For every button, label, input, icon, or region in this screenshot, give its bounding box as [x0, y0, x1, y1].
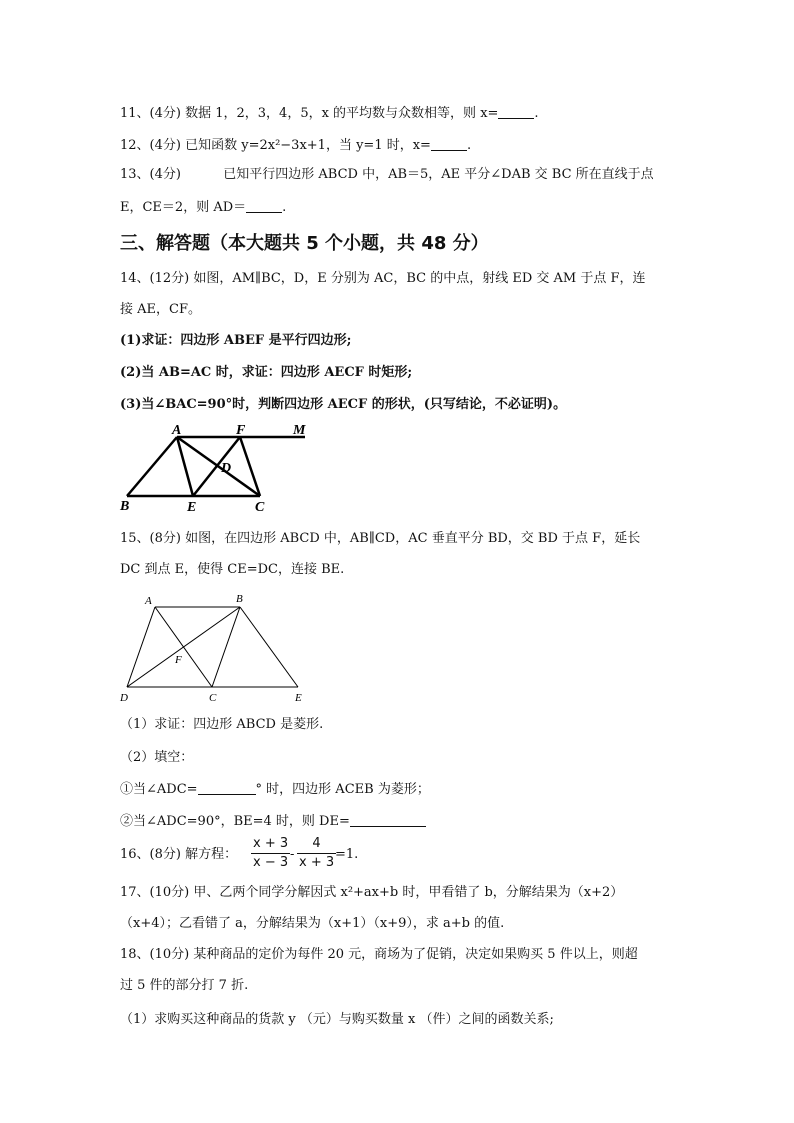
label-A: A	[172, 423, 182, 438]
question-14-part2: (2)当 AB=AC 时，求证：四边形 AECF 时矩形;	[120, 365, 413, 380]
question-12: 12、(4分) 已知函数 y=2x²−3x+1，当 y=1 时，x= .	[120, 138, 472, 153]
answer-blank	[431, 136, 467, 151]
label-F: F	[236, 423, 246, 438]
question-16-label: 16、(8分) 解方程：	[120, 847, 238, 862]
label-C: C	[255, 500, 265, 515]
question-13	[120, 166, 654, 184]
question-number: 13、(4分)	[120, 167, 181, 182]
label-F: F	[175, 654, 182, 666]
question-number: 11、(4分)	[120, 106, 181, 121]
minus-sign: -	[290, 847, 295, 862]
question-number: 12、(4分)	[120, 138, 181, 153]
label-B: B	[236, 593, 243, 605]
answer-blank	[246, 198, 282, 213]
question-18-part1: （1）求购买这种商品的货款 y （元）与购买数量 x （件）之间的函数关系;	[120, 1012, 554, 1027]
question-17-line2: （x+4）；乙看错了 a，分解结果为（x+1）（x+9），求 a+b 的值.	[120, 916, 505, 931]
answer-blank	[198, 780, 256, 795]
question-11: 11、(4分) 数据 1，2，3，4，5，x 的平均数与众数相等，则 x= .	[120, 106, 539, 121]
question-15-part2: （2）填空：	[120, 750, 194, 765]
question-18: 18、(10分) 某种商品的定价为每件 20 元，商场为了促销，决定如果购买 5 件以上，则超	[120, 947, 638, 962]
question-15: 15、(8分) 如图，在四边形 ABCD 中，AB∥CD，AC 垂直平分 BD，交 BD 于点 F，延长	[120, 531, 641, 546]
question-15-part4: ②当∠ADC=90°，BE=4 时，则 DE=	[120, 812, 426, 831]
figure-q15	[115, 590, 310, 705]
figure-q14	[115, 420, 325, 515]
fraction-2: $\frac{4}{x + 3}$	[299, 836, 335, 870]
label-E: E	[187, 500, 197, 515]
question-15-part3: ①当∠ADC= ° 时，四边形 ACEB 为菱形；	[120, 782, 430, 797]
label-D: D	[221, 461, 232, 476]
question-text: 已知平行四边形 ABCD 中，AB＝5，AE 平分∠DAB 交 BC 所在直线于点	[223, 167, 654, 182]
answer-blank	[498, 104, 534, 119]
label-M: M	[293, 423, 306, 438]
answer-blank	[350, 812, 426, 827]
question-14-part3: (3)当∠BAC=90°时，判断四边形 AECF 的形状，(只写结论，不必证明)。	[120, 397, 567, 412]
label-D: D	[120, 692, 128, 704]
question-14-part1: (1)求证：四边形 ABEF 是平行四边形;	[120, 333, 352, 348]
label-A: A	[145, 595, 152, 607]
question-13-line2: E，CE＝2，则 AD＝ .	[120, 200, 287, 215]
equation-rhs: =1.	[335, 847, 359, 862]
question-18-line2: 过 5 件的部分打 7 折.	[120, 978, 249, 993]
fraction-1: $\frac{x + 3}{x - 3}$	[253, 836, 289, 870]
label-E: E	[295, 692, 302, 704]
label-B: B	[120, 499, 130, 514]
section-heading: 三、解答题（本大题共 5 个小题，共 48 分）	[120, 233, 489, 254]
question-14: 14、(12分) 如图，AM∥BC，D，E 分别为 AC，BC 的中点，射线 ED 交 AM 于点 F，连	[120, 271, 646, 286]
question-15-part1: （1）求证：四边形 ABCD 是菱形.	[120, 717, 324, 732]
question-14-line2: 接 AE，CF。	[120, 302, 201, 317]
question-15-line2: DC 到点 E，使得 CE=DC，连接 BE.	[120, 562, 345, 577]
question-text: 已知函数 y=2x²−3x+1，当 y=1 时，x=	[185, 138, 431, 153]
label-C: C	[209, 692, 217, 704]
question-text: 数据 1，2，3，4，5，x 的平均数与众数相等，则 x=	[185, 106, 499, 121]
question-17: 17、(10分) 甲、乙两个同学分解因式 x²+ax+b 时，甲看错了 b，分解结果为（x+2）	[120, 885, 624, 900]
